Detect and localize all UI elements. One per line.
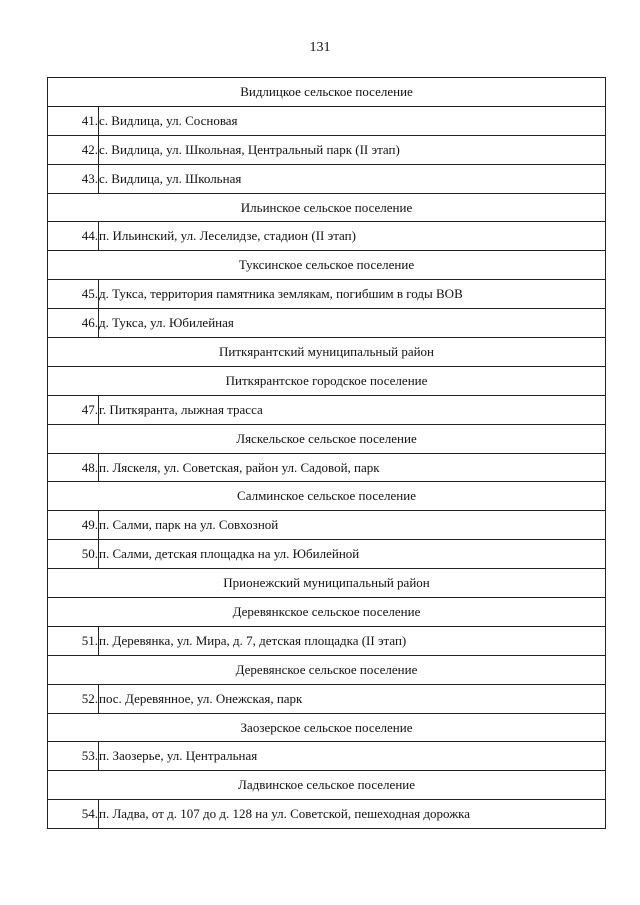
row-number: 45. <box>48 280 99 309</box>
row-number: 41. <box>48 106 99 135</box>
section-header: Туксинское сельское поселение <box>48 251 606 280</box>
table-row <box>48 626 606 655</box>
location-text: с. Видлица, ул. Школьная <box>99 164 606 193</box>
location-text: пос. Деревянное, ул. Онежская, парк <box>99 684 606 713</box>
section-header-row <box>48 424 606 453</box>
section-header: Заозерское сельское поселение <box>48 713 606 742</box>
table-row <box>48 395 606 424</box>
table-row <box>48 800 606 829</box>
table-row <box>48 309 606 338</box>
section-header-row <box>48 598 606 627</box>
table-row <box>48 540 606 569</box>
section-header-row <box>48 366 606 395</box>
table-row <box>48 280 606 309</box>
locations-table <box>47 77 606 829</box>
row-number: 52. <box>48 684 99 713</box>
row-number: 46. <box>48 309 99 338</box>
row-number: 48. <box>48 453 99 482</box>
row-number: 50. <box>48 540 99 569</box>
location-text: п. Ладва, от д. 107 до д. 128 на ул. Советской, пешеходная дорожка <box>99 800 606 829</box>
table-row <box>48 453 606 482</box>
section-header: Ладвинское сельское поселение <box>48 771 606 800</box>
table-row <box>48 106 606 135</box>
section-header-row <box>48 251 606 280</box>
table-row <box>48 684 606 713</box>
section-header: Видлицкое сельское поселение <box>48 78 606 107</box>
page-number: 131 <box>309 40 331 55</box>
location-text: п. Салми, парк на ул. Совхозной <box>99 511 606 540</box>
location-text: п. Заозерье, ул. Центральная <box>99 742 606 771</box>
table-row <box>48 511 606 540</box>
section-header-row <box>48 482 606 511</box>
row-number: 42. <box>48 135 99 164</box>
section-header-row <box>48 713 606 742</box>
location-text: п. Ильинский, ул. Леселидзе, стадион (II этап) <box>99 222 606 251</box>
table-row <box>48 164 606 193</box>
row-number: 54. <box>48 800 99 829</box>
location-text: д. Тукса, ул. Юбилейная <box>99 309 606 338</box>
location-text: д. Тукса, территория памятника землякам, погибшим в годы ВОВ <box>99 280 606 309</box>
row-number: 43. <box>48 164 99 193</box>
location-text: с. Видлица, ул. Школьная, Центральный парк (II этап) <box>99 135 606 164</box>
row-number: 53. <box>48 742 99 771</box>
section-header: Салминское сельское поселение <box>48 482 606 511</box>
row-number: 51. <box>48 626 99 655</box>
section-header-row <box>48 78 606 107</box>
location-text: п. Ляскеля, ул. Советская, район ул. Садовой, парк <box>99 453 606 482</box>
row-number: 44. <box>48 222 99 251</box>
section-header: Питкярантское городское поселение <box>48 366 606 395</box>
row-number: 47. <box>48 395 99 424</box>
section-header: Ильинское сельское поселение <box>48 193 606 222</box>
section-header-row <box>48 193 606 222</box>
section-header: Питкярантский муниципальный район <box>48 338 606 367</box>
section-header: Деревянкское сельское поселение <box>48 598 606 627</box>
row-number: 49. <box>48 511 99 540</box>
section-header-row <box>48 655 606 684</box>
section-header: Деревянское сельское поселение <box>48 655 606 684</box>
section-header: Ляскельское сельское поселение <box>48 424 606 453</box>
section-header: Прионежский муниципальный район <box>48 569 606 598</box>
table-row <box>48 222 606 251</box>
section-header-row <box>48 771 606 800</box>
location-text: п. Салми, детская площадка на ул. Юбилейной <box>99 540 606 569</box>
table-row <box>48 135 606 164</box>
location-text: с. Видлица, ул. Сосновая <box>99 106 606 135</box>
table-row <box>48 742 606 771</box>
location-text: г. Питкяранта, лыжная трасса <box>99 395 606 424</box>
section-header-row <box>48 569 606 598</box>
location-text: п. Деревянка, ул. Мира, д. 7, детская площадка (II этап) <box>99 626 606 655</box>
section-header-row <box>48 338 606 367</box>
